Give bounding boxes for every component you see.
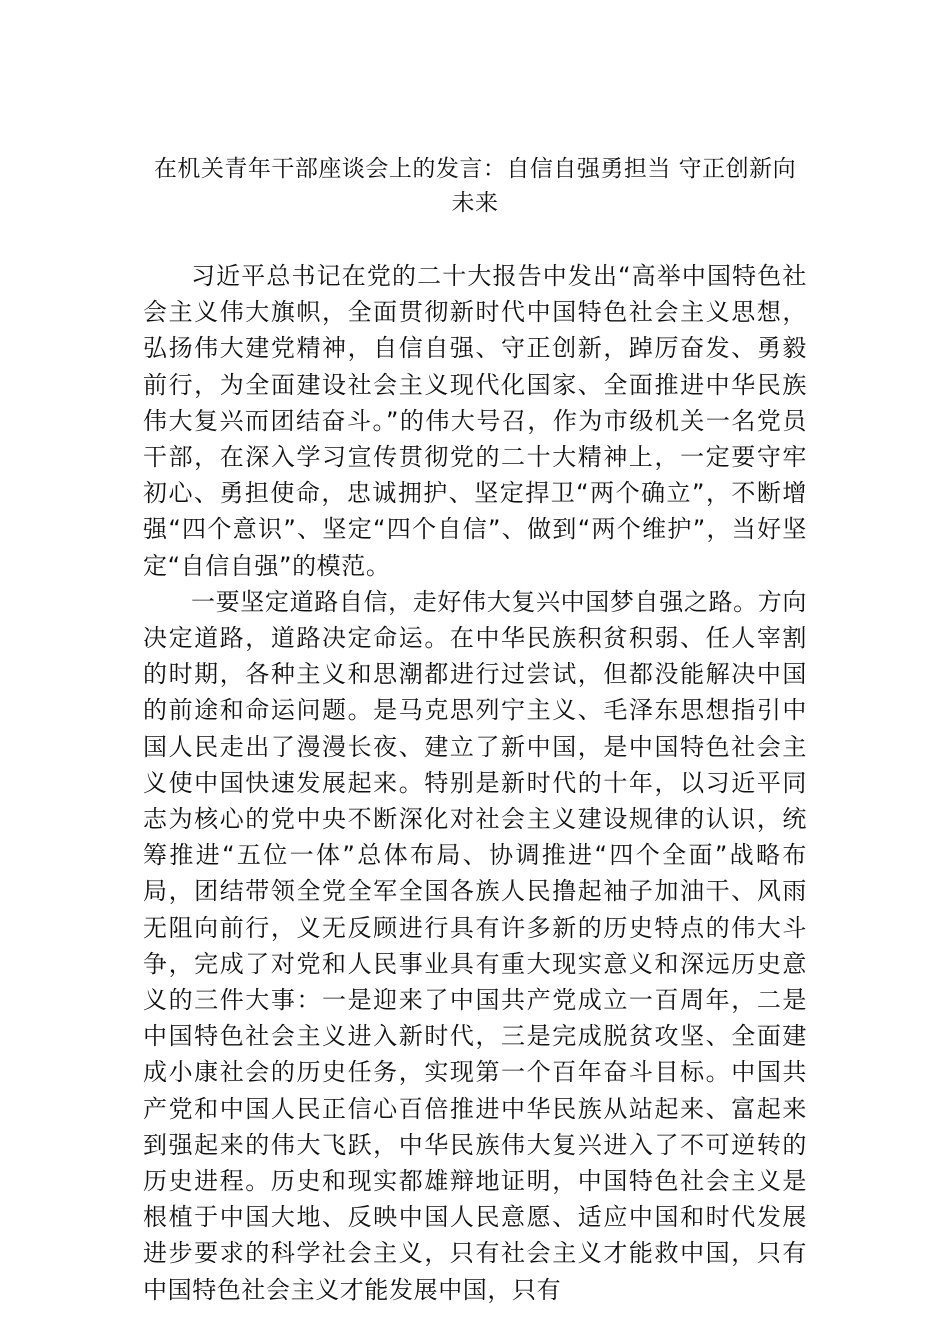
body-paragraph-1: 习近平总书记在党的二十大报告中发出“高举中国特色社会主义伟大旗帜，全面贯彻新时代中国特色社会主义思想，弘扬伟大建党精神，自信自强、守正创新，踔厉奋发、勇毅前行，为全面建设社会主义现代化国家、全面推进中华民族伟大复兴而团结奋斗。”的伟大号召，作为市级机关一名党员干部，在深入学习宣传贯彻党的二十大精神上，一定要守牢初心、勇担使命，忠诚拥护、坚定捍卫“两个确立”，不断增强“四个意识”、坚定“四个自信”、做到“两个维护”，当好坚定“自信自强”的模范。 (143, 262, 807, 580)
document-title-line-1: 在机关青年干部座谈会上的发言：自信自强勇担当 守正创新向 (153, 156, 797, 182)
body-paragraph-2: 一要坚定道路自信，走好伟大复兴中国梦自强之路。方向决定道路，道路决定命运。在中华民族积贫积弱、任人宰割的时期，各种主义和思潮都进行过尝试，但都没能解决中国的前途和命运问题。是马克思列宁主义、毛泽东思想指引中国人民走出了漫漫长夜、建立了新中国，是中国特色社会主义使中国快速发展起来。特别是新时代的十年，以习近平同志为核心的党中央不断深化对社会主义建设规律的认识，统筹推进“五位一体”总体布局、协调推进“四个全面”战略布局，团结带领全党全军全国各族人民撸起袖子加油干、风雨无阻向前行，义无反顾进行具有许多新的历史特点的伟大斗争，完成了对党和人民事业具有重大现实意义和深远历史意义的三件大事：一是迎来了中国共产党成立一百周年，二是中国特色社会主义进入新时代，三是完成脱贫攻坚、全面建成小康社会的历史任务，实现第一个百年奋斗目标。中国共产党和中国人民正信心百倍推进中华民族从站起来、富起来到强起来的伟大飞跃，中华民族伟大复兴进入了不可逆转的历史进程。历史和现实都雄辩地证明，中国特色社会主义是根植于中国大地、反映中国人民意愿、适应中国和时代发展进步要求的科学社会主义，只有社会主义才能救中国，只有中国特色社会主义才能发展中国，只有 (143, 587, 807, 1304)
document-title-line-2: 未来 (451, 190, 499, 216)
document-body (143, 258, 807, 1308)
document-title (140, 152, 810, 220)
